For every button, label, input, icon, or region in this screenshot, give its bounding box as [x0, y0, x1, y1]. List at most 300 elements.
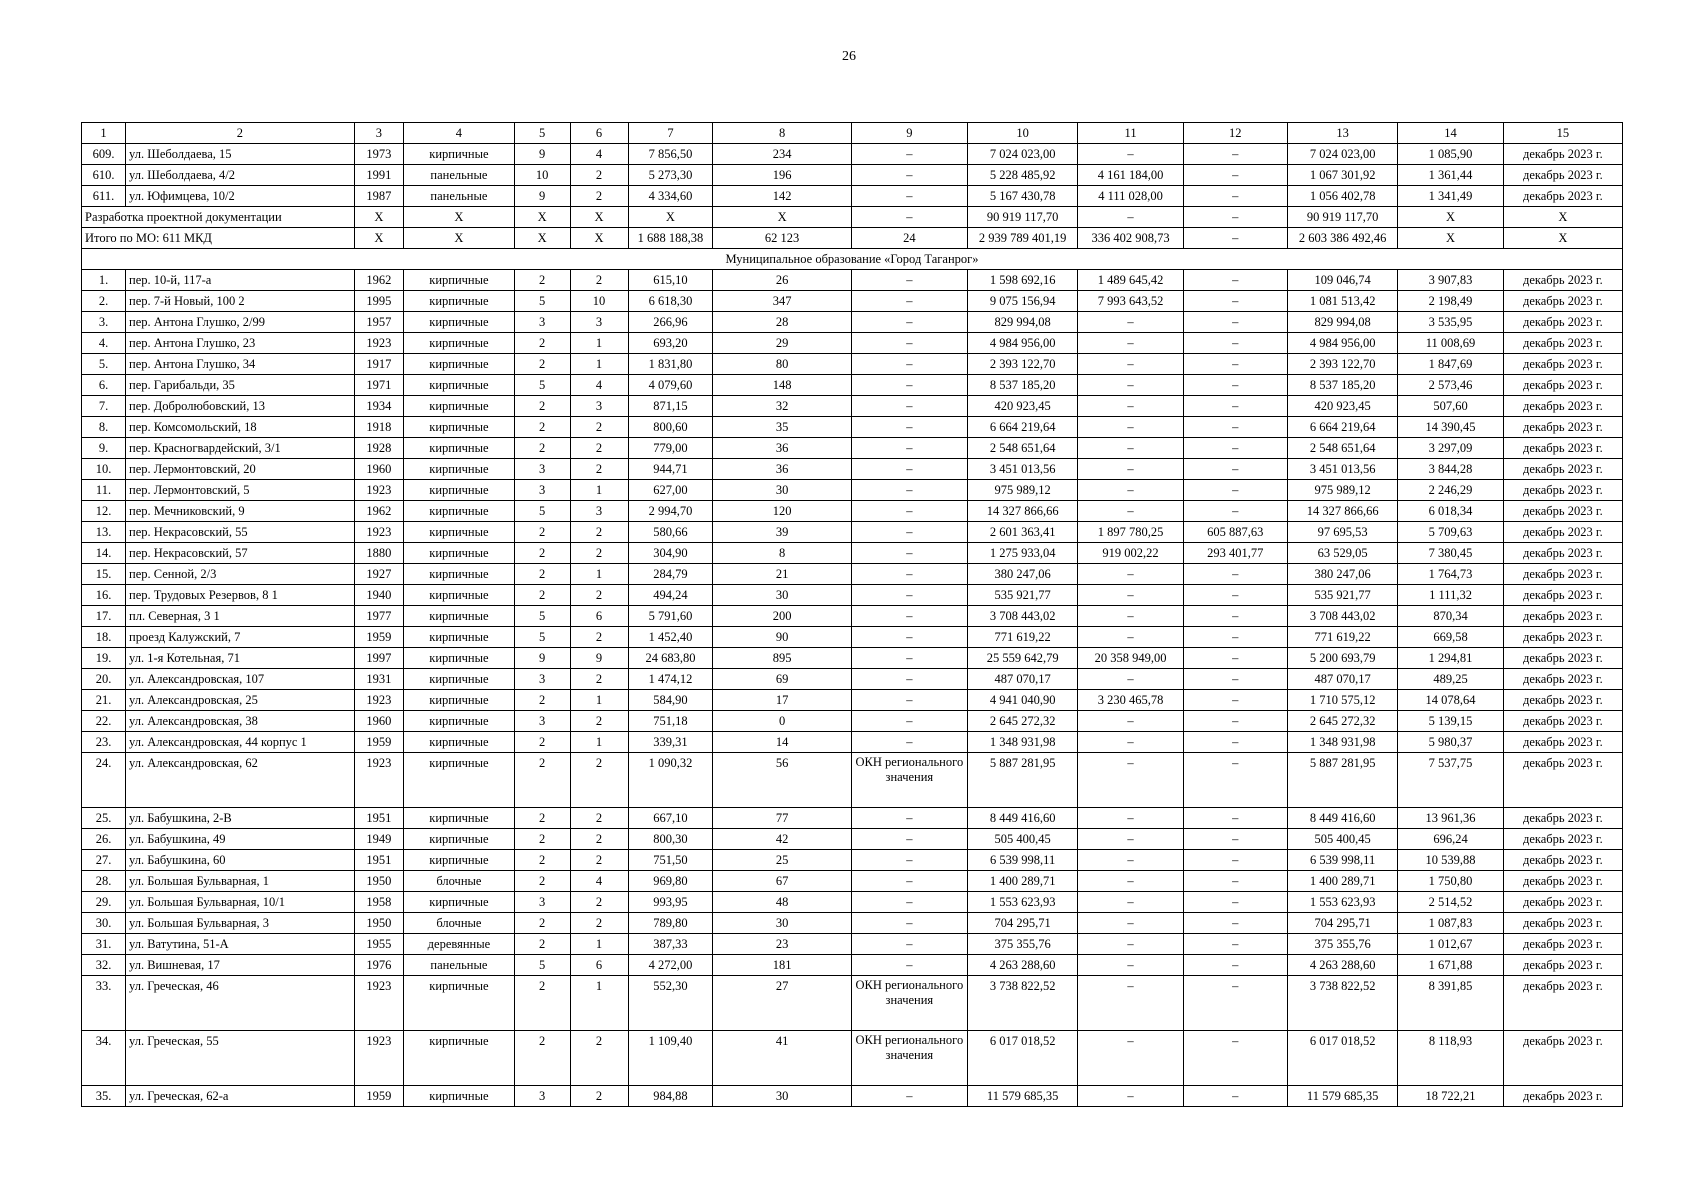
cell-col-6: 4 [570, 144, 628, 165]
cell-col-12: – [1183, 871, 1287, 892]
cell-col-6: 1 [570, 690, 628, 711]
cell-col-15: декабрь 2023 г. [1503, 564, 1622, 585]
table-row [82, 417, 1623, 438]
cell-col-8: 196 [713, 165, 852, 186]
header-col-1: 1 [82, 123, 126, 144]
cell-col-13: 11 579 685,35 [1287, 1086, 1398, 1107]
cell-col-5: 2 [514, 690, 570, 711]
cell-col-13: 4 263 288,60 [1287, 955, 1398, 976]
header-col-3: 3 [354, 123, 403, 144]
header-col-7: 7 [628, 123, 713, 144]
cell-col-13: 90 919 117,70 [1287, 207, 1398, 228]
cell-col-4: X [404, 207, 515, 228]
cell-col-7: 387,33 [628, 934, 713, 955]
cell-col-11: – [1078, 829, 1183, 850]
cell-col-4: кирпичные [404, 522, 515, 543]
cell-col-7: 944,71 [628, 459, 713, 480]
cell-col-4: кирпичные [404, 892, 515, 913]
cell-col-8: 28 [713, 312, 852, 333]
table-row [82, 585, 1623, 606]
cell-col-11: – [1078, 871, 1183, 892]
cell-col-6: 2 [570, 627, 628, 648]
cell-col-10: 5 887 281,95 [967, 753, 1078, 808]
cell-col-4: кирпичные [404, 976, 515, 1031]
cell-col-3: 1931 [354, 669, 403, 690]
cell-col-8: 895 [713, 648, 852, 669]
cell-col-14: 489,25 [1398, 669, 1503, 690]
cell-col-12: – [1183, 850, 1287, 871]
cell-col-7: 800,60 [628, 417, 713, 438]
cell-col-4: кирпичные [404, 144, 515, 165]
cell-col-1: 24. [82, 753, 126, 808]
cell-col-3: 1995 [354, 291, 403, 312]
cell-col-9: – [851, 627, 967, 648]
cell-col-4: кирпичные [404, 396, 515, 417]
table-row [82, 165, 1623, 186]
cell-col-3: 1923 [354, 690, 403, 711]
cell-col-14: 2 573,46 [1398, 375, 1503, 396]
table-row [82, 892, 1623, 913]
cell-col-10: 2 393 122,70 [967, 354, 1078, 375]
cell-col-8: 148 [713, 375, 852, 396]
cell-col-11: – [1078, 606, 1183, 627]
cell-col-12: – [1183, 228, 1287, 249]
cell-col-11: – [1078, 501, 1183, 522]
cell-col-10: 3 451 013,56 [967, 459, 1078, 480]
cell-col-11: – [1078, 892, 1183, 913]
cell-col-1: 3. [82, 312, 126, 333]
cell-col-13: 380 247,06 [1287, 564, 1398, 585]
cell-col-11: – [1078, 934, 1183, 955]
cell-col-5: 5 [514, 955, 570, 976]
cell-col-13: 6 017 018,52 [1287, 1031, 1398, 1086]
cell-col-7: 266,96 [628, 312, 713, 333]
cell-col-6: X [570, 228, 628, 249]
table-row [82, 186, 1623, 207]
cell-col-8: 30 [713, 585, 852, 606]
cell-col-6: 2 [570, 186, 628, 207]
cell-col-7: 667,10 [628, 808, 713, 829]
cell-col-6: 1 [570, 354, 628, 375]
cell-col-1: 20. [82, 669, 126, 690]
cell-col-5: 9 [514, 186, 570, 207]
cell-col-6: 9 [570, 648, 628, 669]
cell-col-1: 29. [82, 892, 126, 913]
cell-col-6: 1 [570, 333, 628, 354]
cell-col-9: ОКН регионального значения [851, 753, 967, 808]
cell-col-3: 1951 [354, 808, 403, 829]
cell-col-4: кирпичные [404, 564, 515, 585]
cell-col-4: кирпичные [404, 1031, 515, 1086]
cell-col-4: кирпичные [404, 291, 515, 312]
table-row [82, 501, 1623, 522]
table-row [82, 732, 1623, 753]
cell-col-6: 1 [570, 480, 628, 501]
cell-col-5: 3 [514, 711, 570, 732]
cell-col-5: 5 [514, 375, 570, 396]
cell-col-6: 1 [570, 934, 628, 955]
cell-col-13: 2 393 122,70 [1287, 354, 1398, 375]
cell-col-13: 704 295,71 [1287, 913, 1398, 934]
cell-col-2: ул. 1-я Котельная, 71 [126, 648, 355, 669]
cell-col-15: декабрь 2023 г. [1503, 1031, 1622, 1086]
cell-col-15: декабрь 2023 г. [1503, 934, 1622, 955]
cell-col-1: 1. [82, 270, 126, 291]
cell-col-13: 771 619,22 [1287, 627, 1398, 648]
cell-col-3: 1959 [354, 732, 403, 753]
cell-col-12: – [1183, 291, 1287, 312]
cell-col-11: 336 402 908,73 [1078, 228, 1183, 249]
cell-col-11: 7 993 643,52 [1078, 291, 1183, 312]
cell-col-11: – [1078, 585, 1183, 606]
cell-col-1: 611. [82, 186, 126, 207]
cell-col-6: 2 [570, 438, 628, 459]
cell-col-4: кирпичные [404, 270, 515, 291]
cell-col-1: 23. [82, 732, 126, 753]
cell-col-1: 27. [82, 850, 126, 871]
table-row [82, 312, 1623, 333]
cell-col-15: декабрь 2023 г. [1503, 396, 1622, 417]
cell-col-11: 1 897 780,25 [1078, 522, 1183, 543]
cell-col-14: 11 008,69 [1398, 333, 1503, 354]
cell-col-15: декабрь 2023 г. [1503, 438, 1622, 459]
cell-col-6: 2 [570, 913, 628, 934]
header-col-10: 10 [967, 123, 1078, 144]
cell-col-10: 771 619,22 [967, 627, 1078, 648]
cell-col-15: декабрь 2023 г. [1503, 165, 1622, 186]
cell-col-1: 21. [82, 690, 126, 711]
cell-col-7: 627,00 [628, 480, 713, 501]
cell-col-4: панельные [404, 955, 515, 976]
cell-col-11: – [1078, 850, 1183, 871]
cell-col-10: 14 327 866,66 [967, 501, 1078, 522]
cell-col-11: – [1078, 1086, 1183, 1107]
cell-col-7: 969,80 [628, 871, 713, 892]
cell-col-7: 1 831,80 [628, 354, 713, 375]
table-row [82, 396, 1623, 417]
cell-col-5: 2 [514, 753, 570, 808]
cell-col-10: 11 579 685,35 [967, 1086, 1078, 1107]
cell-col-2: ул. Большая Бульварная, 10/1 [126, 892, 355, 913]
cell-col-6: 4 [570, 375, 628, 396]
cell-col-10: 2 939 789 401,19 [967, 228, 1078, 249]
cell-col-9: – [851, 501, 967, 522]
cell-col-15: декабрь 2023 г. [1503, 186, 1622, 207]
cell-col-4: кирпичные [404, 501, 515, 522]
cell-col-7: 5 273,30 [628, 165, 713, 186]
cell-col-9: – [851, 270, 967, 291]
cell-col-14: 870,34 [1398, 606, 1503, 627]
cell-col-5: 9 [514, 144, 570, 165]
cell-col-15: декабрь 2023 г. [1503, 913, 1622, 934]
cell-col-6: 6 [570, 955, 628, 976]
cell-col-8: 21 [713, 564, 852, 585]
cell-col-11: – [1078, 480, 1183, 501]
cell-col-10: 6 664 219,64 [967, 417, 1078, 438]
table-row [82, 438, 1623, 459]
cell-col-7: 284,79 [628, 564, 713, 585]
cell-col-11: – [1078, 564, 1183, 585]
cell-col-10: 8 537 185,20 [967, 375, 1078, 396]
table-row [82, 690, 1623, 711]
cell-col-11: 20 358 949,00 [1078, 648, 1183, 669]
cell-col-12: – [1183, 396, 1287, 417]
cell-col-5: 3 [514, 480, 570, 501]
cell-col-8: 36 [713, 459, 852, 480]
header-col-11: 11 [1078, 123, 1183, 144]
cell-col-14: 3 535,95 [1398, 312, 1503, 333]
cell-col-2: пер. Сенной, 2/3 [126, 564, 355, 585]
header-col-14: 14 [1398, 123, 1503, 144]
cell-col-7: 584,90 [628, 690, 713, 711]
cell-col-8: 0 [713, 711, 852, 732]
cell-col-8: 62 123 [713, 228, 852, 249]
cell-col-15: декабрь 2023 г. [1503, 375, 1622, 396]
cell-col-14: 1 012,67 [1398, 934, 1503, 955]
cell-col-14: 3 844,28 [1398, 459, 1503, 480]
cell-col-15: декабрь 2023 г. [1503, 606, 1622, 627]
cell-col-3: 1923 [354, 522, 403, 543]
cell-col-15: декабрь 2023 г. [1503, 808, 1622, 829]
cell-col-10: 1 275 933,04 [967, 543, 1078, 564]
summary-label: Итого по МО: 611 МКД [82, 228, 355, 249]
cell-col-9: – [851, 913, 967, 934]
cell-col-13: 2 645 272,32 [1287, 711, 1398, 732]
cell-col-3: 1917 [354, 354, 403, 375]
cell-col-14: 7 537,75 [1398, 753, 1503, 808]
cell-col-5: 2 [514, 871, 570, 892]
cell-col-14: 3 297,09 [1398, 438, 1503, 459]
cell-col-5: 2 [514, 732, 570, 753]
cell-col-9: – [851, 808, 967, 829]
summary-row [82, 228, 1623, 249]
cell-col-8: 181 [713, 955, 852, 976]
header-col-5: 5 [514, 123, 570, 144]
cell-col-11: – [1078, 207, 1183, 228]
cell-col-9: – [851, 396, 967, 417]
cell-col-15: декабрь 2023 г. [1503, 417, 1622, 438]
cell-col-8: 30 [713, 480, 852, 501]
cell-col-13: 3 738 822,52 [1287, 976, 1398, 1031]
cell-col-1: 8. [82, 417, 126, 438]
table-row [82, 270, 1623, 291]
cell-col-14: 5 709,63 [1398, 522, 1503, 543]
cell-col-13: 5 200 693,79 [1287, 648, 1398, 669]
cell-col-1: 11. [82, 480, 126, 501]
cell-col-14: X [1398, 207, 1503, 228]
cell-col-12: – [1183, 375, 1287, 396]
table-row [82, 459, 1623, 480]
cell-col-13: 3 451 013,56 [1287, 459, 1398, 480]
cell-col-11: – [1078, 312, 1183, 333]
cell-col-4: кирпичные [404, 585, 515, 606]
cell-col-9: – [851, 543, 967, 564]
cell-col-15: декабрь 2023 г. [1503, 711, 1622, 732]
cell-col-2: ул. Александровская, 62 [126, 753, 355, 808]
cell-col-13: 6 539 998,11 [1287, 850, 1398, 871]
cell-col-2: пер. 7-й Новый, 100 2 [126, 291, 355, 312]
cell-col-6: 3 [570, 312, 628, 333]
cell-col-7: 2 994,70 [628, 501, 713, 522]
cell-col-10: 6 539 998,11 [967, 850, 1078, 871]
cell-col-7: 1 090,32 [628, 753, 713, 808]
cell-col-2: пер. Лермонтовский, 5 [126, 480, 355, 501]
cell-col-8: 77 [713, 808, 852, 829]
cell-col-8: 23 [713, 934, 852, 955]
cell-col-15: X [1503, 207, 1622, 228]
table-row [82, 808, 1623, 829]
cell-col-6: 2 [570, 543, 628, 564]
cell-col-7: 1 474,12 [628, 669, 713, 690]
cell-col-8: 56 [713, 753, 852, 808]
cell-col-9: – [851, 690, 967, 711]
cell-col-9: – [851, 934, 967, 955]
cell-col-15: декабрь 2023 г. [1503, 459, 1622, 480]
cell-col-14: 1 764,73 [1398, 564, 1503, 585]
cell-col-13: 420 923,45 [1287, 396, 1398, 417]
cell-col-15: декабрь 2023 г. [1503, 270, 1622, 291]
cell-col-14: 5 139,15 [1398, 711, 1503, 732]
cell-col-4: кирпичные [404, 732, 515, 753]
cell-col-9: – [851, 417, 967, 438]
cell-col-9: – [851, 312, 967, 333]
cell-col-2: ул. Вишневая, 17 [126, 955, 355, 976]
cell-col-3: 1960 [354, 711, 403, 732]
cell-col-8: 27 [713, 976, 852, 1031]
cell-col-10: 2 601 363,41 [967, 522, 1078, 543]
cell-col-13: 1 348 931,98 [1287, 732, 1398, 753]
cell-col-15: декабрь 2023 г. [1503, 480, 1622, 501]
header-col-13: 13 [1287, 123, 1398, 144]
cell-col-3: 1940 [354, 585, 403, 606]
cell-col-9: – [851, 585, 967, 606]
cell-col-15: декабрь 2023 г. [1503, 753, 1622, 808]
cell-col-10: 6 017 018,52 [967, 1031, 1078, 1086]
cell-col-4: X [404, 228, 515, 249]
cell-col-8: 30 [713, 1086, 852, 1107]
cell-col-11: – [1078, 669, 1183, 690]
cell-col-15: декабрь 2023 г. [1503, 501, 1622, 522]
cell-col-11: – [1078, 144, 1183, 165]
cell-col-2: проезд Калужский, 7 [126, 627, 355, 648]
cell-col-9: – [851, 333, 967, 354]
cell-col-8: 36 [713, 438, 852, 459]
cell-col-9: – [851, 732, 967, 753]
cell-col-7: 993,95 [628, 892, 713, 913]
cell-col-1: 34. [82, 1031, 126, 1086]
cell-col-5: 2 [514, 585, 570, 606]
cell-col-3: 1928 [354, 438, 403, 459]
cell-col-4: деревянные [404, 934, 515, 955]
cell-col-5: 3 [514, 459, 570, 480]
cell-col-13: 97 695,53 [1287, 522, 1398, 543]
table-row [82, 753, 1623, 808]
cell-col-14: 1 750,80 [1398, 871, 1503, 892]
cell-col-11: – [1078, 396, 1183, 417]
cell-col-15: декабрь 2023 г. [1503, 144, 1622, 165]
cell-col-15: декабрь 2023 г. [1503, 732, 1622, 753]
table-row [82, 144, 1623, 165]
cell-col-12: – [1183, 955, 1287, 976]
cell-col-4: кирпичные [404, 543, 515, 564]
cell-col-14: 2 246,29 [1398, 480, 1503, 501]
cell-col-8: 42 [713, 829, 852, 850]
cell-col-7: 779,00 [628, 438, 713, 459]
cell-col-8: 8 [713, 543, 852, 564]
cell-col-8: 90 [713, 627, 852, 648]
cell-col-12: – [1183, 934, 1287, 955]
cell-col-4: кирпичные [404, 375, 515, 396]
table-row [82, 606, 1623, 627]
cell-col-13: 3 708 443,02 [1287, 606, 1398, 627]
cell-col-12: – [1183, 186, 1287, 207]
cell-col-11: – [1078, 627, 1183, 648]
cell-col-5: X [514, 228, 570, 249]
cell-col-13: 4 984 956,00 [1287, 333, 1398, 354]
cell-col-14: 507,60 [1398, 396, 1503, 417]
cell-col-11: – [1078, 375, 1183, 396]
cell-col-3: 1960 [354, 459, 403, 480]
cell-col-5: 2 [514, 934, 570, 955]
cell-col-7: 693,20 [628, 333, 713, 354]
cell-col-12: – [1183, 333, 1287, 354]
cell-col-2: пер. Красногвардейский, 3/1 [126, 438, 355, 459]
cell-col-9: – [851, 291, 967, 312]
cell-col-8: 26 [713, 270, 852, 291]
cell-col-12: – [1183, 976, 1287, 1031]
cell-col-6: 1 [570, 976, 628, 1031]
table-row [82, 480, 1623, 501]
cell-col-5: 2 [514, 270, 570, 291]
table-row [82, 291, 1623, 312]
cell-col-15: декабрь 2023 г. [1503, 354, 1622, 375]
cell-col-3: 1997 [354, 648, 403, 669]
cell-col-9: – [851, 207, 967, 228]
header-col-12: 12 [1183, 123, 1287, 144]
cell-col-2: пер. 10-й, 117-а [126, 270, 355, 291]
cell-col-8: 25 [713, 850, 852, 871]
cell-col-8: 120 [713, 501, 852, 522]
cell-col-1: 609. [82, 144, 126, 165]
cell-col-1: 16. [82, 585, 126, 606]
cell-col-12: – [1183, 1086, 1287, 1107]
cell-col-14: 18 722,21 [1398, 1086, 1503, 1107]
cell-col-10: 375 355,76 [967, 934, 1078, 955]
cell-col-6: 2 [570, 1031, 628, 1086]
cell-col-10: 3 708 443,02 [967, 606, 1078, 627]
cell-col-10: 4 941 040,90 [967, 690, 1078, 711]
cell-col-15: X [1503, 228, 1622, 249]
cell-col-14: 6 018,34 [1398, 501, 1503, 522]
section-title: Муниципальное образование «Город Таганрог» [82, 249, 1623, 270]
cell-col-7: 580,66 [628, 522, 713, 543]
cell-col-12: – [1183, 627, 1287, 648]
cell-col-6: 2 [570, 522, 628, 543]
cell-col-2: ул. Юфимцева, 10/2 [126, 186, 355, 207]
cell-col-1: 610. [82, 165, 126, 186]
header-col-9: 9 [851, 123, 967, 144]
cell-col-6: 2 [570, 270, 628, 291]
cell-col-8: 39 [713, 522, 852, 543]
cell-col-10: 1 598 692,16 [967, 270, 1078, 291]
cell-col-1: 32. [82, 955, 126, 976]
cell-col-4: кирпичные [404, 753, 515, 808]
cell-col-6: 6 [570, 606, 628, 627]
cell-col-2: ул. Греческая, 62-а [126, 1086, 355, 1107]
cell-col-15: декабрь 2023 г. [1503, 850, 1622, 871]
cell-col-12: – [1183, 913, 1287, 934]
cell-col-7: 6 618,30 [628, 291, 713, 312]
